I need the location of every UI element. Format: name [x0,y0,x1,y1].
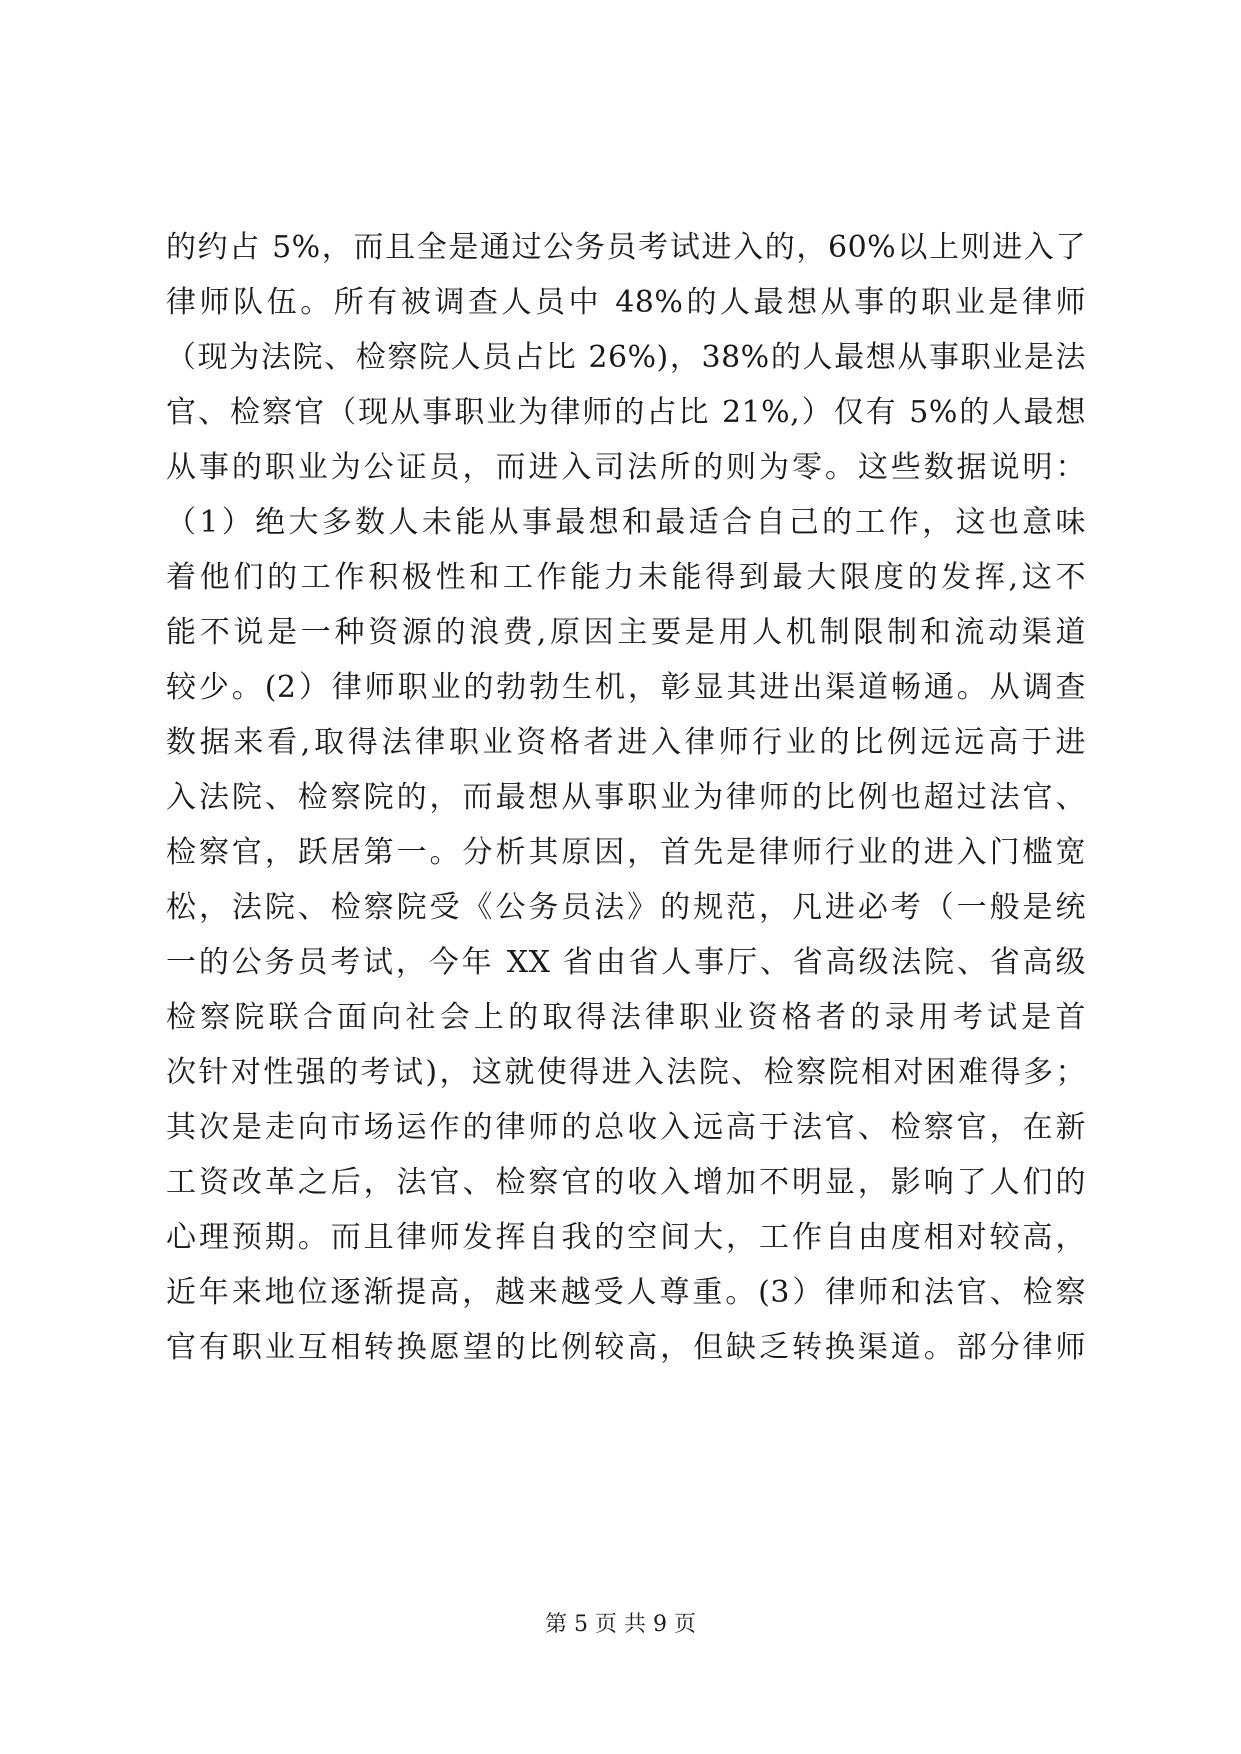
text-line: 从事的职业为公证员，而进入司法所的则为零。这些数据说明： [166,450,1086,485]
text-line: 检察院联合面向社会上的取得法律职业资格者的录用考试是首 [166,1000,1086,1035]
text-line: 检察官，跃居第一。分析其原因，首先是律师行业的进入门槛宽 [166,835,1086,870]
page-footer: 第 5 页 共 9 页 [545,1612,696,1637]
text-line: 较少。(2）律师职业的勃勃生机，彰显其进出渠道畅通。从调查 [166,670,1086,705]
text-line: 近年来地位逐渐提高，越来越受人尊重。(3）律师和法官、检察 [166,1275,1086,1310]
text-line: 能不说是一种资源的浪费,原因主要是用人机制限制和流动渠道 [166,615,1086,650]
text-line: 心理预期。而且律师发挥自我的空间大，工作自由度相对较高， [166,1220,1086,1255]
text-line: 着他们的工作积极性和工作能力未能得到最大限度的发挥,这不 [166,560,1086,595]
text-line: 松，法院、检察院受《公务员法》的规范，凡进必考（一般是统 [166,890,1086,925]
text-line: 官有职业互相转换愿望的比例较高，但缺乏转换渠道。部分律师 [166,1330,1086,1365]
text-line: 律师队伍。所有被调查人员中 48%的人最想从事的职业是律师 [166,285,1086,320]
text-line: 次针对性强的考试)，这就使得进入法院、检察院相对困难得多； [166,1055,1086,1090]
text-line: （现为法院、检察院人员占比 26%)，38%的人最想从事职业是法 [166,340,1086,375]
text-line: 其次是走向市场运作的律师的总收入远高于法官、检察官，在新 [166,1110,1086,1145]
text-line: 工资改革之后，法官、检察官的收入增加不明显，影响了人们的 [166,1165,1086,1200]
text-line: 数据来看,取得法律职业资格者进入律师行业的比例远远高于进 [166,725,1086,760]
text-line: 入法院、检察院的，而最想从事职业为律师的比例也超过法官、 [166,780,1086,815]
text-line: 一的公务员考试，今年 XX 省由省人事厅、省高级法院、省高级 [166,945,1086,980]
text-line: 官、检察官（现从事职业为律师的占比 21%,）仅有 5%的人最想 [166,395,1086,430]
text-line: 的约占 5%，而且全是通过公务员考试进入的，60%以上则进入了 [166,230,1086,265]
text-line: （1）绝大多数人未能从事最想和最适合自己的工作，这也意味 [166,505,1086,540]
